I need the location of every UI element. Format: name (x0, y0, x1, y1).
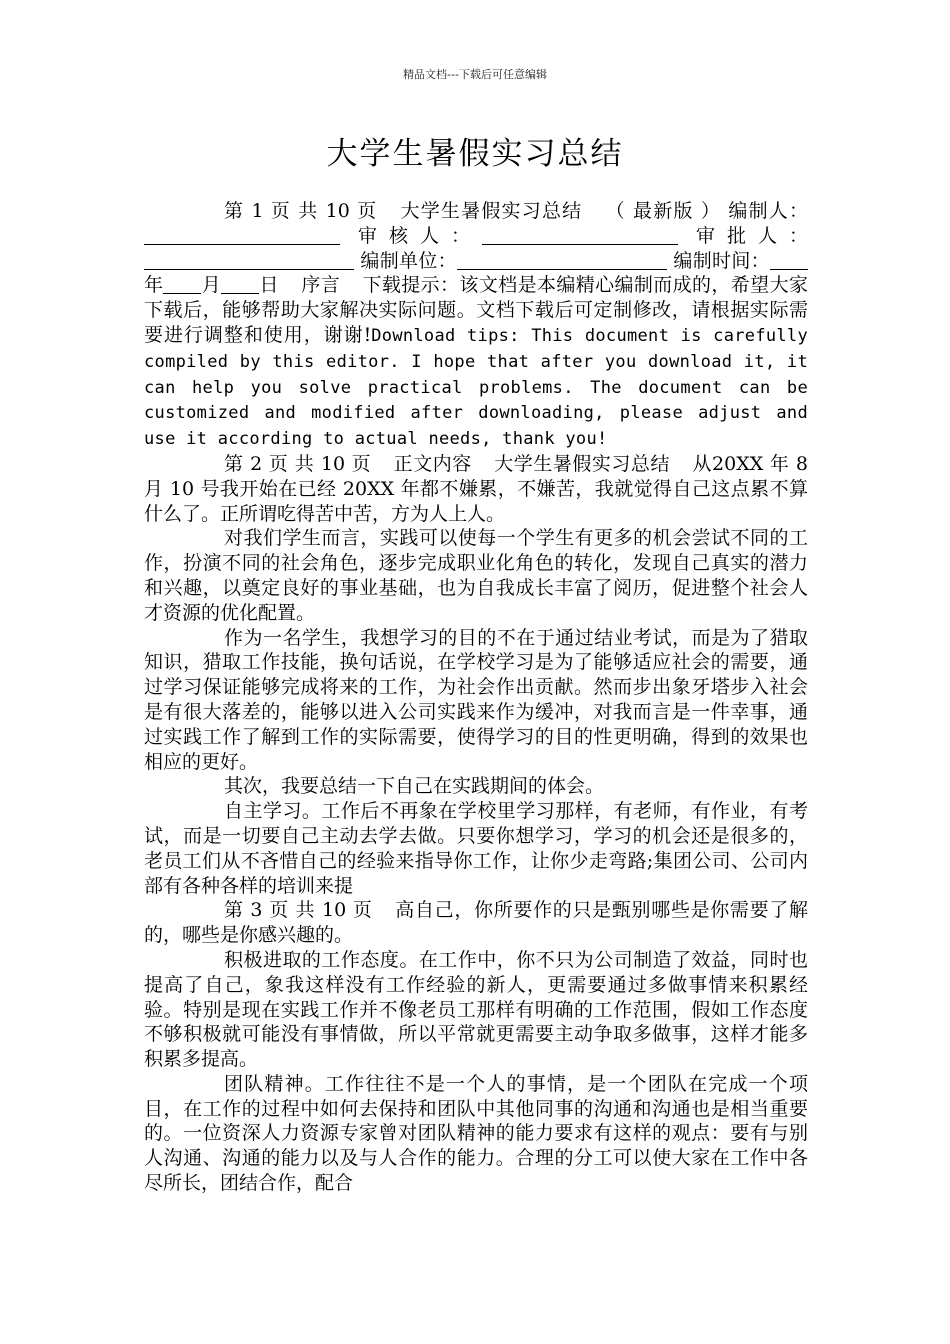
cover-title: 大学生暑假实习总结 (399, 200, 583, 222)
day-blank (221, 275, 259, 294)
reviewer-label: 审核人： (358, 224, 482, 247)
paragraph: 自主学习。工作后不再象在学校里学习那样，有老师，有作业，有考试，而是一切要自己主动去学去做。只要你想学习，学习的机会还是很多的，老员工们从不吝惜自己的经验来指导你工作，让你少走弯路;集团公司、公司内部有各种各样的培训来提 (144, 800, 808, 897)
document-body (144, 199, 808, 1196)
page-marker: 第 1 页 共 10 页 (224, 200, 378, 222)
paragraph: 其次，我要总结一下自己在实践期间的体会。 (224, 775, 605, 798)
reviewer-blank (482, 226, 678, 245)
editor-blank (144, 226, 340, 245)
unit-blank (457, 251, 667, 270)
page-marker: 第 2 页 共 10 页 (224, 452, 372, 475)
unit-label: 编制单位： (360, 249, 457, 272)
paragraph-text: 从20XX 年 8 月 10 号我开始在已经 20XX 年都不嫌累，不嫌苦，我就觉得自己这点累不算什么了。正所谓吃得苦中苦，方为人上人。 (144, 452, 808, 525)
year-label: 年 (144, 274, 164, 297)
month-blank (163, 275, 201, 294)
download-tip-en: Download tips: This document is carefully compiled by this editor. I hope that after you download it, it can help you solve practical problems. The document can be customized and modified after downloading, please adjust and use it according to actual needs, thank you! (144, 325, 808, 450)
paragraph: 团队精神。工作往往不是一个人的事情，是一个团队在完成一个项目，在工作的过程中如何去保持和团队中其他同事的沟通和沟通也是相当重要的。一位资深人力资源专家曾对团队精神的能力要求有这样的观点：要有与别人沟通、沟通的能力以及与人合作的能力。合理的分工可以使大家在工作中各尽所长，团结合作，配合 (144, 1072, 808, 1195)
day-label: 日 (259, 274, 279, 297)
year-blank (770, 251, 808, 270)
approver-blank (144, 251, 354, 270)
date-label: 编制时间： (673, 249, 770, 272)
preface-label: 序言 (300, 274, 341, 297)
section-title: 大学生暑假实习总结 (493, 452, 670, 475)
approver-label: 审批人： (696, 224, 808, 247)
section-label: 正文内容 (393, 452, 472, 475)
paragraph (144, 452, 808, 526)
paragraph: 作为一名学生，我想学习的目的不在于通过结业考试，而是为了猎取知识，猎取工作技能，换句话说，在学校学习是为了能够适应社会的需要，通过学习保证能够完成将来的工作，为社会作出贡献。然而步出象牙塔步入社会是有很大落差的，能够以进入公司实践来作为缓冲，对我而言是一件幸事，通过实践工作了解到工作的实际需要，使得学习的目的性更明确，得到的效果也相应的更好。 (144, 626, 808, 773)
month-label: 月 (201, 274, 222, 297)
header-note: 精品文档---下载后可任意编辑 (403, 68, 547, 81)
cover-block (144, 199, 808, 452)
document-title: 大学生暑假实习总结 (326, 136, 624, 172)
edition-label: （ 最新版 ） (604, 200, 722, 222)
paragraph: 积极进取的工作态度。在工作中，你不只为公司制造了效益，同时也提高了自己，象我这样没有工作经验的新人，更需要通过多做事情来积累经验。特别是现在实践工作并不像老员工那样有明确的工作范围，假如工作态度不够积极就可能没有事情做，所以平常就更需要主动争取多做事，这样才能多积累多提高。 (144, 948, 808, 1071)
paragraph: 对我们学生而言，实践可以使每一个学生有更多的机会尝试不同的工作，扮演不同的社会角色，逐步完成职业化角色的转化，发现自己真实的潜力和兴趣，以奠定良好的事业基础，也为自我成长丰富了阅历，促进整个社会人才资源的优化配置。 (144, 527, 808, 624)
download-tip-cn: 下载提示：该文档是本编精心编制而成的，希望大家下载后，能够帮助大家解决实际问题。文档下载后可定制修改，请根据实际需要进行调整和使用，谢谢! (144, 274, 808, 346)
page-marker: 第 3 页 共 10 页 (224, 899, 373, 922)
paragraph-text: 高自己，你所要作的只是甄别哪些是你需要了解的，哪些是你感兴趣的。 (144, 899, 808, 947)
paragraph (144, 898, 808, 948)
editor-label: 编制人： (728, 200, 808, 222)
